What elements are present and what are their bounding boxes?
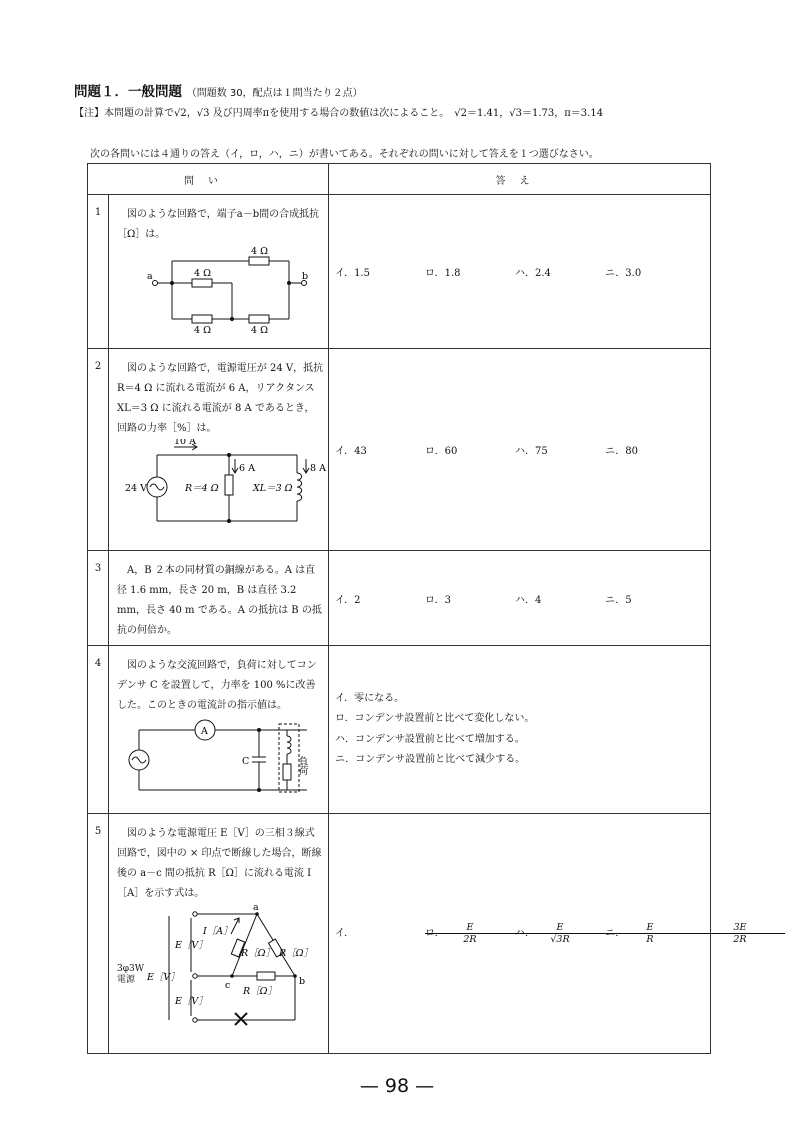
answer-cell xyxy=(329,551,711,646)
numerator: E xyxy=(605,922,695,934)
question-text: 図のような回路で，端子a－b間の合成抵抗［Ω］は。 xyxy=(117,209,320,240)
label-resistor: R＝4 Ω xyxy=(185,483,219,494)
label-x-current: 8 A xyxy=(310,463,326,474)
label-voltage-upper: E［V］ xyxy=(175,940,208,951)
answer-cell xyxy=(329,646,711,814)
table-row xyxy=(88,551,711,646)
fraction xyxy=(695,922,785,945)
circuit-diagram-5 xyxy=(117,904,327,1034)
label-term-b: b xyxy=(302,271,309,282)
choice-ni[interactable]: ニ．3.0 xyxy=(605,268,642,279)
label-capacitor: C xyxy=(242,756,250,767)
label-r-cb: R［Ω］ xyxy=(243,986,278,997)
circuit-diagram-1 xyxy=(117,245,322,335)
answer-choices-2 xyxy=(329,442,710,457)
question-text: A，B ２本の同材質の銅線がある。A は直径 1.6 mm，長さ 20 m，B は直径 3.2 mm，長さ 40 m である。A の抵抗は B の抵抗の何倍か。 xyxy=(117,565,322,636)
choice-ni[interactable]: ニ．80 xyxy=(605,446,639,457)
answer-cell xyxy=(329,814,747,1054)
choice-i[interactable]: イ．2 xyxy=(335,594,361,606)
question-text: 図のような回路で，電源電圧が 24 V，抵抗 R＝4 Ω に流れる電流が 6 A，リアクタンス XL＝3 Ω に流れる電流が 8 A であるとき，回路の力率［%］は。 xyxy=(117,363,324,434)
numerator: E xyxy=(515,922,605,934)
choice-label: ロ． xyxy=(425,928,445,939)
answer-cell xyxy=(329,195,711,349)
circuit-diagram-2 xyxy=(117,439,327,529)
label-r-ab: R［Ω］ xyxy=(279,948,314,959)
choice-ha[interactable] xyxy=(515,922,654,945)
label-total-current: 10 A xyxy=(174,439,196,447)
choice-ha[interactable]: ハ．75 xyxy=(515,446,548,457)
choice-ni[interactable] xyxy=(605,922,747,945)
denominator: R xyxy=(646,934,654,945)
question-cell xyxy=(109,814,329,1054)
header-question: 問い xyxy=(88,164,329,195)
label-current: I［A］ xyxy=(203,926,233,937)
question-text: 図のような交流回路で，負荷に対してコンデンサ C を設置して，力率を 100 %に改善した。このときの電流計の指示値は。 xyxy=(117,660,317,711)
question-cell xyxy=(109,551,329,646)
label-reactance: XL＝3 Ω xyxy=(253,483,293,494)
page-number: — 98 — xyxy=(359,1075,435,1097)
question-cell xyxy=(109,195,329,349)
table-row xyxy=(88,195,711,349)
table-row xyxy=(88,349,711,551)
choice-i[interactable]: イ．1.5 xyxy=(335,268,371,279)
choice-ro[interactable]: ロ．60 xyxy=(425,446,458,457)
table-row xyxy=(88,814,711,1054)
page-title xyxy=(74,80,363,100)
choice-ro[interactable] xyxy=(425,922,570,945)
answer-cell xyxy=(329,349,711,551)
choice-i[interactable]: イ．43 xyxy=(335,446,367,457)
label-r-mid: 4 Ω xyxy=(194,268,211,279)
choice-i[interactable]: イ．零になる。 xyxy=(335,692,405,704)
label-voltage-outer: E［V］ xyxy=(147,972,180,983)
question-text: 図のような電源電圧 E［V］の三相３線式回路で，図中の × 印点で断線した場合，断線後の a－c 間の抵抗 R［Ω］に流れる電流 I［A］を示す式は。 xyxy=(117,828,322,899)
ammeter-icon: A xyxy=(201,726,208,737)
table-header-row xyxy=(88,164,711,195)
label-load: 負荷 xyxy=(296,756,308,775)
numerator: 3E xyxy=(695,922,785,934)
label-r-bl: 4 Ω xyxy=(194,325,211,335)
label-voltage-lower: E［V］ xyxy=(175,996,208,1007)
choice-ha[interactable]: ハ．コンデンサ設置前と比べて増加する。 xyxy=(335,733,525,745)
label-r-top: 4 Ω xyxy=(251,246,268,257)
question-number: 4 xyxy=(88,646,109,814)
choice-ni[interactable]: ニ．5 xyxy=(605,594,632,606)
choice-ro[interactable]: ロ．コンデンサ設置前と比べて変化しない。 xyxy=(335,713,535,724)
choice-ha[interactable]: ハ．4 xyxy=(515,594,542,606)
choice-label: イ． xyxy=(335,928,355,939)
numerator: E xyxy=(425,922,515,934)
answer-choices-3 xyxy=(329,591,710,606)
label-term-a: a xyxy=(147,271,153,282)
question-cell xyxy=(109,646,329,814)
question-number: 1 xyxy=(88,195,109,349)
label-r-ac: R［Ω］ xyxy=(241,948,276,959)
choice-label: ハ． xyxy=(515,928,535,939)
choice-ro[interactable]: ロ．3 xyxy=(425,594,451,606)
choice-ni[interactable]: ニ．コンデンサ設置前と比べて減少する。 xyxy=(335,754,526,765)
label-r-current: 6 A xyxy=(239,463,255,474)
label-node-c: c xyxy=(225,980,231,991)
label-node-a: a xyxy=(253,904,259,913)
choice-ro[interactable]: ロ．1.8 xyxy=(425,268,461,279)
denominator: 2R xyxy=(733,934,747,945)
label-node-b: b xyxy=(299,976,306,987)
denominator: √3R xyxy=(550,934,570,945)
question-number: 2 xyxy=(88,349,109,551)
question-cell xyxy=(109,349,329,551)
choice-ha[interactable]: ハ．2.4 xyxy=(515,268,551,279)
title-subtitle: （問題数 30，配点は１問当たり２点） xyxy=(186,88,363,99)
choice-label: ニ． xyxy=(605,928,626,939)
label-source-voltage: 24 V xyxy=(125,483,147,494)
question-table xyxy=(87,163,747,1054)
label-r-br: 4 Ω xyxy=(251,325,268,335)
instruction-text: 次の各問いには４通りの答え（イ，ロ，ハ，ニ）が書いてある。それぞれの問いに対して答えを１つ選びなさい。 xyxy=(90,149,599,160)
title-text: 問題１．一般問題 xyxy=(74,84,182,100)
table-row xyxy=(88,646,711,814)
calc-note: 【注】本問題の計算で√2，√3 及び円周率πを使用する場合の数値は次によること。 √2＝1.41，√3＝1.73，π＝3.14 xyxy=(74,108,604,119)
header-answer: 答え xyxy=(329,164,711,195)
circuit-diagram-4 xyxy=(117,716,322,796)
question-number: 5 xyxy=(88,814,109,1054)
answer-choices-5 xyxy=(329,922,747,945)
answer-choices-4 xyxy=(329,689,710,771)
denominator: 2R xyxy=(463,934,477,945)
label-source: 3φ3W 電源 xyxy=(117,964,145,985)
choice-i[interactable] xyxy=(335,922,477,945)
answer-choices-1 xyxy=(329,264,710,279)
question-number: 3 xyxy=(88,551,109,646)
